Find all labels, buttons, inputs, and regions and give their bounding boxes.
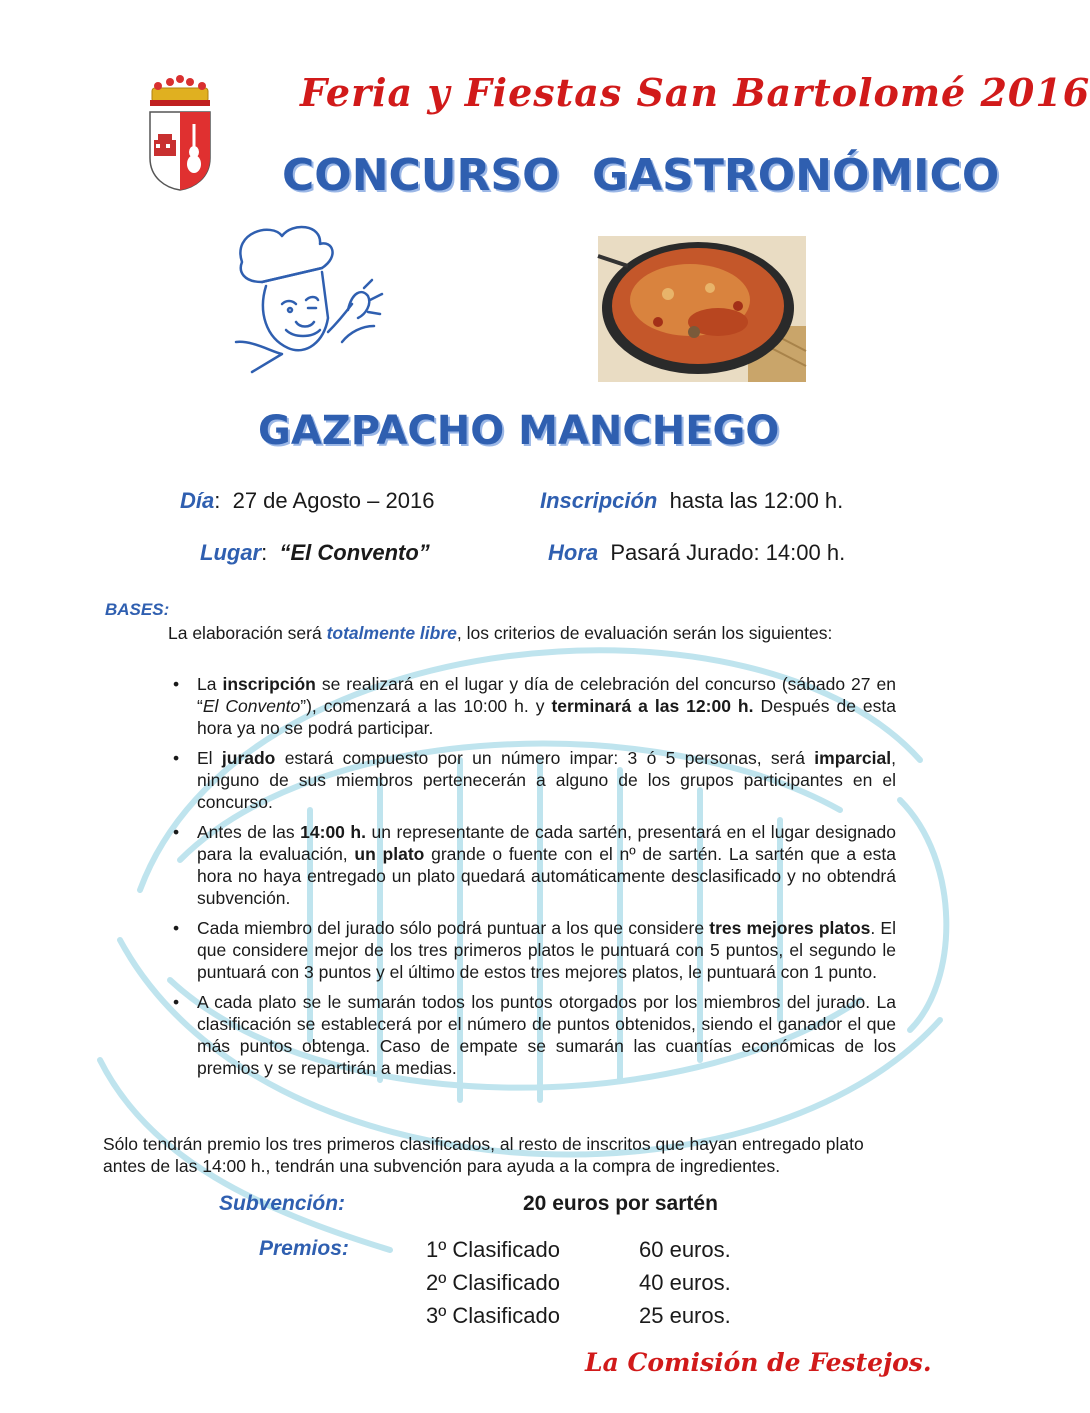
hora-value: Pasará Jurado: 14:00 h.: [610, 540, 846, 565]
premios-label: Premios:: [259, 1237, 349, 1260]
rules-list: [170, 673, 896, 1087]
chef-illustration-icon: [222, 222, 390, 378]
prize-amount-2: 40 euros.: [639, 1270, 731, 1295]
bases-intro: La elaboración será totalmente libre, los criterios de evaluación serán los siguientes:: [168, 623, 833, 643]
inscripcion-value: hasta las 12:00 h.: [669, 488, 844, 513]
bullet-icon: •: [173, 748, 180, 768]
subvencion-value: 20 euros por sartén: [523, 1192, 718, 1215]
prize-place-1: 1º Clasificado: [426, 1237, 560, 1262]
prize-amount-1: 60 euros.: [639, 1237, 731, 1262]
prize-place-3: 3º Clasificado: [426, 1303, 560, 1328]
gazpacho-pan-photo: [598, 236, 806, 382]
title-concurso: CONCURSO: [282, 150, 560, 201]
bullet-icon: •: [173, 918, 180, 938]
info-inscripcion: [540, 488, 843, 514]
prize-amount-3: 25 euros.: [639, 1303, 731, 1328]
dia-label: Día: [180, 488, 215, 513]
info-hora: [548, 540, 845, 566]
closing-paragraph: Sólo tendrán premio los tres primeros clasificados, al resto de inscritos que hayan entregado plato antes de las 14:00 h., tendrán una subvención para ayuda a la compra de ingredientes.: [103, 1134, 864, 1176]
info-dia: Día: 27 de Agosto – 2016: [180, 488, 435, 513]
list-item: • Antes de las 14:00 h. un representante de cada sartén, presentará en el lugar designado para la evaluación, un plato grande o fuente con el nº de sartén. La sartén que a esta hora no haya entregado un plato quedará automáticamente desclasificado y no obtendrá subvención.: [173, 822, 897, 908]
list-item: • El jurado estará compuesto por un número impar: 3 ó 5 personas, será imparcial, ninguno de sus miembros pertenecerán a alguno de los grupos participantes en el concurso.: [173, 748, 896, 812]
subtitle-gazpacho: GAZPACHO MANCHEGO: [258, 408, 780, 454]
bullet-icon: •: [173, 674, 180, 694]
title-gastronomico: GASTRONÓMICO: [592, 150, 1000, 201]
list-item: • La inscripción se realizará en el lugar y día de celebración del concurso (sábado 27 en “El Convento”), comenzará a las 10:00 h. y terminará a las 12:00 h. Después de esta hora ya no se podrá participar.: [173, 674, 897, 738]
bullet-icon: •: [173, 822, 180, 842]
lugar-label: Lugar: [200, 540, 262, 565]
event-title: Feria y Fiestas San Bartolomé 2016: [300, 70, 1090, 115]
town-coat-of-arms-icon: [146, 74, 214, 192]
prize-place-2: 2º Clasificado: [426, 1270, 560, 1295]
inscripcion-label: Inscripción: [540, 488, 658, 513]
lugar-value: “El Convento”: [279, 540, 430, 565]
signature: La Comisión de Festejos.: [585, 1348, 932, 1377]
dia-value: 27 de Agosto – 2016: [232, 488, 435, 513]
hora-label: Hora: [548, 540, 599, 565]
subvencion-label: Subvención:: [219, 1192, 346, 1215]
info-lugar: Lugar: “El Convento”: [200, 540, 430, 565]
list-item: • Cada miembro del jurado sólo podrá puntuar a los que considere tres mejores platos. El que considere mejor de los tres primeros platos le puntuará con 5 puntos, el segundo le puntuará con 3 puntos y el último de estos tres mejores platos, le puntuará con 1 punto.: [173, 918, 896, 982]
list-item: • A cada plato se le sumarán todos los puntos otorgados por los miembros del jurado. La clasificación se establecerá por el número de puntos obtenidos, siendo el ganador el que más puntos obtenga. Caso de empate se sumarán las cuantías económicas de los premios y se repartirán a medias.: [173, 992, 896, 1078]
bullet-icon: •: [173, 992, 180, 1012]
bases-heading: BASES:: [105, 600, 170, 619]
